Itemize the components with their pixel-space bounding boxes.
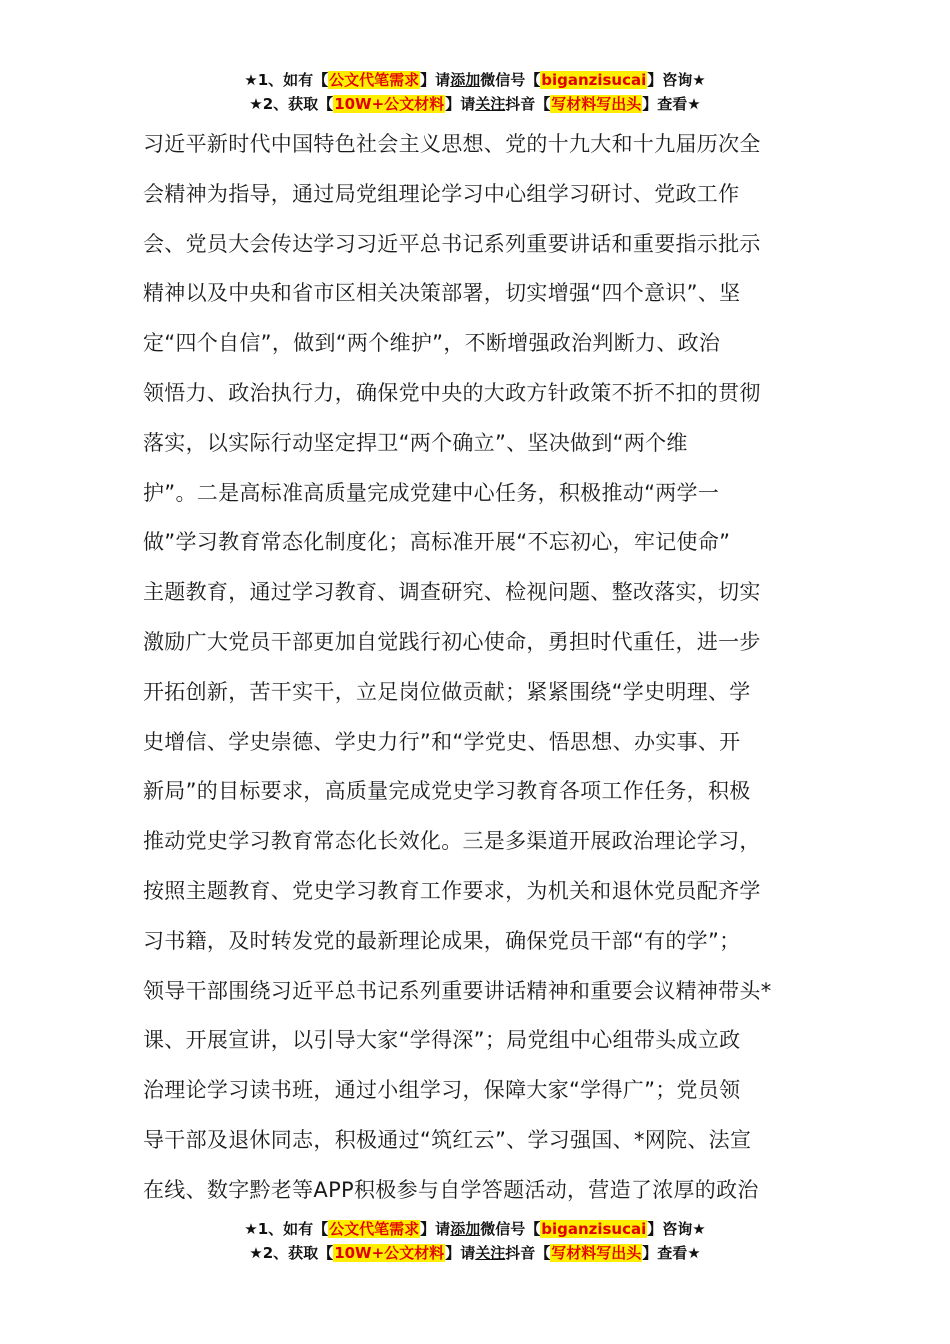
body-line: 新局”的目标要求，高质量完成党史学习教育各项工作任务，积极 (143, 779, 751, 804)
highlight-service: 公文代笔需求 (329, 1220, 420, 1238)
banner-text: ★2、获取【 (249, 1244, 334, 1262)
highlight-wechat-id: biganzisucai (541, 71, 647, 89)
footer-banner (0, 1217, 950, 1265)
banner-text: 】查看★ (642, 1244, 701, 1262)
body-line: 会精神为指导，通过局党组理论学习中心组学习研讨、党政工作 (143, 181, 740, 206)
body-line: 定“四个自信”，做到“两个维护”，不断增强政治判断力、政治 (143, 331, 721, 356)
banner-emphasis: 关注 (475, 95, 506, 113)
body-line: 会、党员大会传达学习习近平总书记系列重要讲话和重要指示批示 (143, 231, 761, 256)
banner-text: 】查看★ (642, 95, 701, 113)
banner-text: 】请 (445, 95, 476, 113)
body-line: 领导干部围绕习近平总书记系列重要讲话精神和重要会议精神带头* (143, 978, 772, 1003)
body-line: 习书籍，及时转发党的最新理论成果，确保党员干部“有的学”； (143, 928, 741, 953)
banner-text: 】请 (420, 71, 451, 89)
body-line: 领悟力、政治执行力，确保党中央的大政方针政策不折不扣的贯彻 (143, 380, 761, 405)
banner-text: 】请 (445, 1244, 476, 1262)
banner-text: 抖音【 (505, 95, 551, 113)
body-line: 史增信、学史崇德、学史力行”和“学党史、悟思想、办实事、开 (143, 729, 741, 754)
body-line: 落实，以实际行动坚定捍卫“两个确立”、坚决做到“两个维 (143, 430, 688, 455)
document-body (143, 120, 808, 1216)
banner-emphasis: 关注 (475, 1244, 506, 1262)
banner-text: 】咨询★ (647, 1220, 706, 1238)
highlight-materials: 10W+公文材料 (334, 95, 445, 113)
banner-emphasis: 添加 (450, 71, 481, 89)
highlight-douyin-account: 写材料写出头 (551, 95, 642, 113)
body-line: 开拓创新，苦干实干，立足岗位做贡献；紧紧围绕“学史明理、学 (143, 679, 751, 704)
banner-text: ★2、获取【 (249, 95, 334, 113)
body-line: 导干部及退休同志，积极通过“筑红云”、学习强国、*网院、法宣 (143, 1127, 752, 1152)
body-line: 治理论学习读书班，通过小组学习，保障大家“学得广”；党员领 (143, 1078, 741, 1103)
header-banner-line-2 (0, 92, 950, 116)
body-line: 课、开展宣讲，以引导大家“学得深”；局党组中心组带头成立政 (143, 1028, 741, 1053)
banner-text: 】咨询★ (647, 71, 706, 89)
banner-text: 抖音【 (505, 1244, 551, 1262)
body-line: 激励广大党员干部更加自觉践行初心使命，勇担时代重任，进一步 (143, 629, 761, 654)
body-line: 在线、数字黔老等APP积极参与自学答题活动，营造了浓厚的政治 (143, 1177, 759, 1202)
body-line: 精神以及中央和省市区相关决策部署，切实增强“四个意识”、坚 (143, 281, 741, 306)
banner-text: 微信号【 (480, 1220, 541, 1238)
body-line: 推动党史学习教育常态化长效化。三是多渠道开展政治理论学习， (143, 829, 761, 854)
banner-text: 微信号【 (480, 71, 541, 89)
body-line: 主题教育，通过学习教育、调查研究、检视问题、整改落实，切实 (143, 580, 761, 605)
highlight-wechat-id: biganzisucai (541, 1220, 647, 1238)
header-banner-line-1 (0, 68, 950, 92)
body-line: 习近平新时代中国特色社会主义思想、党的十九大和十九届历次全 (143, 132, 761, 156)
highlight-service: 公文代笔需求 (329, 71, 420, 89)
banner-text: 】请 (420, 1220, 451, 1238)
body-line: 做”学习教育常态化制度化；高标准开展“不忘初心，牢记使命” (143, 530, 731, 555)
banner-emphasis: 添加 (450, 1220, 481, 1238)
body-line: 按照主题教育、党史学习教育工作要求，为机关和退休党员配齐学 (143, 878, 761, 903)
footer-banner-line-2 (0, 1241, 950, 1265)
banner-text: ★1、如有【 (244, 1220, 329, 1238)
header-banner (0, 68, 950, 116)
banner-text: ★1、如有【 (244, 71, 329, 89)
body-line: 护”。二是高标准高质量完成党建中心任务，积极推动“两学一 (143, 480, 720, 505)
footer-banner-line-1 (0, 1217, 950, 1241)
highlight-materials: 10W+公文材料 (334, 1244, 445, 1262)
highlight-douyin-account: 写材料写出头 (551, 1244, 642, 1262)
